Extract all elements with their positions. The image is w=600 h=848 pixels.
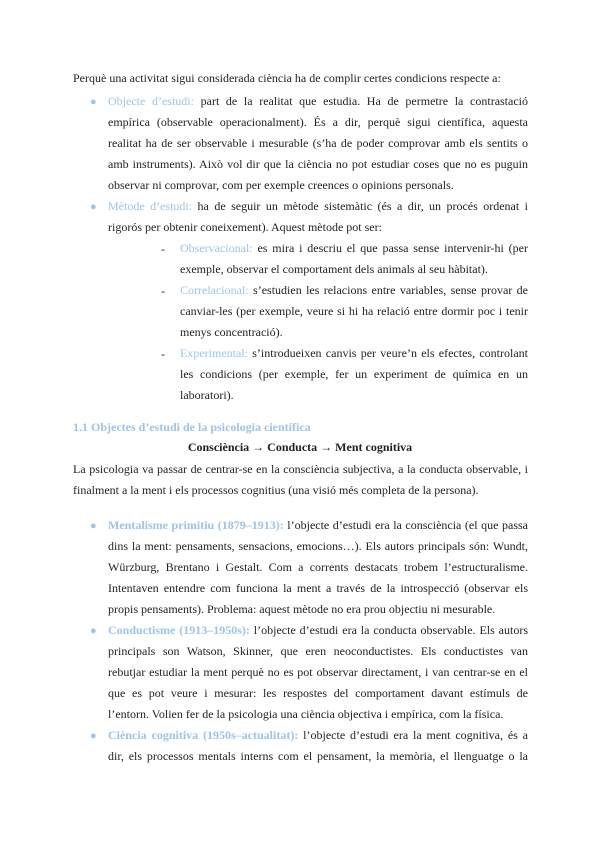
- correlacional-label: Correlacional:: [180, 283, 249, 297]
- correlacional-text-1: s’estudien les relacions entre variables, sense provar de: [248, 283, 528, 297]
- conductisme-text-4: que es pot veure i mesurar: les respostes del comportament davant estímuls de: [108, 686, 528, 700]
- correlacional-text-2: canviar-les (per exemple, veure si hi ha relació entre dormir poc i tenir: [180, 304, 528, 318]
- cognitiva-text-2: dir, els processos mentals interns com el pensament, la memòria, el llenguatge o la: [108, 749, 528, 763]
- objecte-text-1: part de la realitat que estudia. Ha de permetre la contrastació: [193, 94, 528, 108]
- experimental-label: Experimental:: [180, 346, 248, 360]
- mentalisme-text-3: Würzburg, Brentano i Gestalt. Com a corrents destacats trobem l’estructuralisme.: [108, 560, 528, 574]
- dash-icon: -: [161, 242, 165, 256]
- experimental-text-2: les condicions (per exemple, fer un experiment de química en un: [180, 367, 528, 381]
- experimental-text-3: laboratori).: [180, 388, 234, 402]
- observacional-text-1: es mira i descriu el que passa sense intervenir-hi (per: [252, 241, 528, 255]
- sub-item-observacional: [180, 240, 528, 256]
- section-subtitle: Consciència → Conducta → Ment cognitiva: [187, 440, 413, 454]
- dash-icon: -: [161, 347, 165, 361]
- mentalisme-text-1: l’objecte d’estudi era la consciència (el que passa: [283, 518, 528, 532]
- list-item-objecte: [108, 93, 528, 109]
- metode-text-2: rigorós per obtenir coneixement). Aquest mètode pot ser:: [108, 220, 382, 234]
- mentalisme-text-4: Intentaven entendre com funciona la ment a través de la introspecció (observar els: [108, 581, 528, 595]
- correlacional-text-3: menys concentració).: [180, 325, 283, 339]
- cognitiva-text-1: l’objecte d’estudi era la ment cognitiva, és a: [298, 728, 528, 742]
- objecte-label: Objecte d’estudi:: [108, 94, 194, 108]
- list-item-mentalisme: [108, 517, 528, 533]
- objecte-text-4: amb instruments). Això vol dir que la ciència no pot estudiar coses que no es puguin: [108, 157, 528, 171]
- observacional-label: Observacional:: [180, 241, 253, 255]
- mentalisme-label: Mentalisme primitiu (1879–1913):: [108, 518, 284, 532]
- intro-text: Perquè una activitat sigui considerada ciència ha de complir certes condicions respecte a:: [73, 71, 501, 85]
- conductisme-text-5: l’entorn. Volien fer de la psicologia una ciència objectiva i empírica, com la física.: [108, 707, 504, 721]
- metode-text-1: ha de seguir un mètode sistemàtic (és a dir, un procés ordenat i: [192, 199, 528, 213]
- bullet-icon: ●: [90, 96, 97, 108]
- conductisme-text-2: principals son Watson, Skinner, que eren neoconductistes. Els conductistes van: [108, 644, 528, 658]
- objecte-text-2: empírica (observable operacionalment). És a dir, perquè sigui científica, aquesta: [108, 115, 528, 129]
- bullet-icon: ●: [90, 520, 97, 532]
- objecte-text-5: observar ni comprovar, com per exemple creences o opinions personals.: [108, 178, 454, 192]
- metode-label: Mètode d’estudi:: [108, 199, 193, 213]
- paragraph-line-1: La psicologia va passar de centrar-se en la consciència subjectiva, a la conducta observable, i: [73, 462, 528, 476]
- objecte-text-3: realitat ha de ser observable i mesurable (s’ha de poder comprovar amb els sentits o: [108, 136, 528, 150]
- mentalisme-text-2: dins la ment: pensaments, sensacions, emocions…). Els autors principals són: Wundt,: [108, 539, 528, 553]
- sub-item-correlacional: [180, 282, 528, 298]
- sub-item-experimental: [180, 345, 528, 361]
- conductisme-text-3: rebutjar estudiar la ment perquè no es pot observar directament, i van centrar-se en el: [108, 665, 528, 679]
- bullet-icon: ●: [90, 625, 97, 637]
- cognitiva-label: Ciència cognitiva (1950s–actualitat):: [108, 728, 299, 742]
- conductisme-text-1: l’objecte d’estudi era la conducta observable. Els autors: [249, 623, 528, 637]
- bullet-icon: ●: [90, 730, 97, 742]
- experimental-text-1: s’introdueixen canvis per veure’n els efectes, controlant: [247, 346, 528, 360]
- bullet-icon: ●: [90, 201, 97, 213]
- paragraph-line-2: finalment a la ment i els processos cognitius (una visió més completa de la persona).: [73, 483, 479, 497]
- list-item-conductisme: [108, 622, 528, 638]
- list-item-metode: [108, 198, 528, 214]
- mentalisme-text-5: propis pensaments). Problema: aquest mètode no era prou objectiu ni mesurable.: [108, 602, 496, 616]
- dash-icon: -: [161, 284, 165, 298]
- list-item-cognitiva: [108, 727, 528, 743]
- observacional-text-2: exemple, observar el comportament dels animals al seu hàbitat).: [180, 262, 488, 276]
- section-heading: 1.1 Objectes d’estudi de la psicologia científica: [73, 420, 311, 434]
- conductisme-label: Conductisme (1913–1950s):: [108, 623, 250, 637]
